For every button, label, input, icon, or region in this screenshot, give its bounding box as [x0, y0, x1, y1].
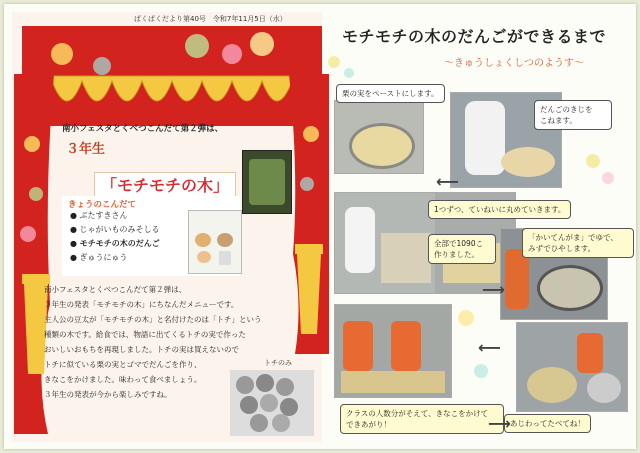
tochi-label: トチのみ — [264, 359, 292, 367]
body-line: トチに似ている栗の実とゴマでだんごを作り、 — [44, 360, 202, 369]
newsletter-header: ばくばくだより第40号 令和7年11月5日（水） — [134, 15, 287, 23]
caption-boiling: 「かいてんがま」でゆで、 みずでひやします。 — [522, 228, 634, 258]
caption-total-count: 全部で1090こ 作りました。 — [428, 234, 496, 264]
caption-kneading: だんごのきじを こねます。 — [534, 100, 612, 130]
body-line: 南小フェスタとくべつこんだて第２弾は、 — [44, 285, 187, 294]
body-line: ３年生の発表が今から楽しみですね。 — [44, 390, 172, 399]
decor-dot — [586, 154, 600, 168]
photo-chestnut-paste — [334, 100, 424, 174]
arrow-left-icon: ⟵ — [478, 338, 501, 357]
grade-label: ３年生 — [66, 142, 106, 157]
decor-dot — [458, 310, 474, 326]
book-illustration — [242, 150, 292, 214]
arrow-right-icon: ⟶ — [482, 280, 505, 299]
body-line: おいしいおもちを再現しました。トチの実は買えないので — [44, 345, 239, 354]
caption-finished: クラスの人数分がそえて、きなこをかけて できあがり！ — [340, 404, 504, 434]
decor-dot — [328, 56, 340, 68]
menu-list — [70, 209, 160, 265]
meal-tray-illustration — [188, 210, 242, 274]
photo-rolling-dango — [334, 192, 436, 294]
body-line: きなこをかけました。味わって食べましょう。 — [44, 375, 202, 384]
arrow-right-icon: ⟶ — [488, 414, 511, 433]
caption-rolling: 1つずつ、ていねいに丸めていきます。 — [428, 200, 571, 219]
intro-line: 南小フェスタとくべつこんだて第２弾は、 — [62, 124, 224, 134]
menu-item: ● ぎゅうにゅう — [70, 253, 128, 262]
caption-enjoy: あじわってたべてね！ — [504, 414, 591, 433]
page-subtitle: ～きゅうしょくしつのようす～ — [444, 58, 584, 69]
newsletter-sheet — [4, 4, 636, 449]
menu-item: ● じゃがいものみそしる — [70, 225, 160, 234]
decor-dot — [474, 364, 488, 378]
body-line: 主人公の豆太が「モチモチの木」と名付けたのは「トチ」という — [44, 315, 262, 324]
stage-curtain-top — [22, 26, 322, 126]
decor-dot — [602, 172, 614, 184]
photo-finished-dango — [516, 322, 628, 412]
body-line: ３年生の発表「モチモチの木」にちなんだメニューです。 — [44, 300, 239, 309]
banner-title: 「モチモチの木」 — [94, 172, 236, 200]
photo-serving — [334, 304, 452, 398]
tochi-nuts-photo — [230, 370, 314, 436]
menu-heading: きょうのこんだて — [68, 200, 137, 210]
decor-dot — [344, 68, 354, 78]
arrow-left-icon: ⟵ — [436, 172, 459, 191]
menu-item: ● ぶたすきさん — [70, 211, 128, 220]
body-line: 種類の木です。給食では、物語に出てくるトチの実で作った — [44, 330, 246, 339]
caption-chestnut-paste: 栗の実をペーストにします。 — [336, 84, 445, 103]
page-title: モチモチの木のだんごができるまで — [342, 27, 607, 46]
menu-item: ● モチモチの木のだんご — [70, 239, 160, 248]
